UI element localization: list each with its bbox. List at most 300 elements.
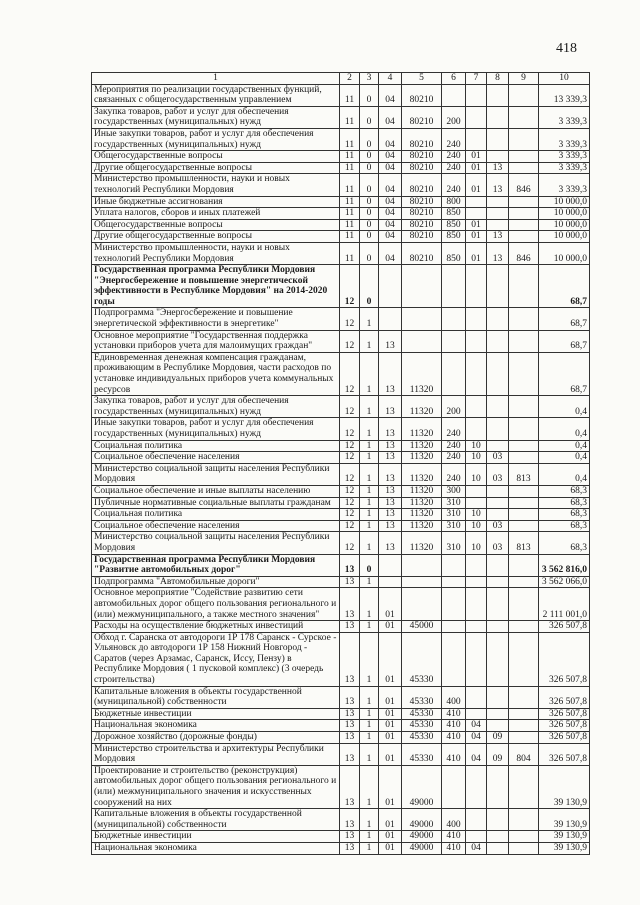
row-code-cell: 13 [340, 708, 360, 720]
row-code-cell: 01 [379, 686, 402, 708]
row-name-cell: Общегосударственные вопросы [92, 219, 340, 231]
row-amount-cell: 39 130,9 [539, 842, 590, 854]
table-row [92, 219, 590, 231]
row-code-cell: 13 [379, 520, 402, 532]
row-code-cell: 0 [360, 242, 379, 264]
row-name-cell: Капитальные вложения в объекты государственной (муниципальной) собственности [92, 809, 340, 831]
row-code-cell [509, 106, 539, 128]
row-code-cell: 846 [509, 242, 539, 264]
row-amount-cell: 39 130,9 [539, 765, 590, 808]
row-code-cell: 01 [379, 621, 402, 633]
row-code-cell: 45330 [402, 686, 442, 708]
table-row [92, 463, 590, 485]
row-code-cell [509, 308, 539, 330]
table-row [92, 485, 590, 497]
row-code-cell: 11320 [402, 396, 442, 418]
row-code-cell: 1 [360, 621, 379, 633]
row-name-cell: Министерство социальной защиты населения Республики Мордовия [92, 463, 340, 485]
row-code-cell: 0 [360, 219, 379, 231]
row-code-cell: 850 [442, 219, 466, 231]
row-code-cell: 09 [487, 732, 509, 744]
row-code-cell [442, 554, 466, 576]
row-code-cell: 410 [442, 743, 466, 765]
row-name-cell: Дорожное хозяйство (дорожные фонды) [92, 732, 340, 744]
row-code-cell [442, 588, 466, 621]
table-row [92, 452, 590, 464]
row-code-cell: 11 [340, 174, 360, 196]
row-code-cell: 01 [466, 162, 487, 174]
row-code-cell: 45330 [402, 708, 442, 720]
row-code-cell: 10 [466, 452, 487, 464]
row-code-cell [466, 497, 487, 509]
header-cell: 2 [340, 73, 360, 85]
row-amount-cell: 2 111 001,0 [539, 588, 590, 621]
row-code-cell [509, 208, 539, 220]
row-name-cell: Социальное обеспечение населения [92, 520, 340, 532]
row-code-cell: 01 [379, 720, 402, 732]
row-code-cell [442, 632, 466, 686]
row-code-cell: 0 [360, 265, 379, 308]
row-code-cell: 11 [340, 231, 360, 243]
row-code-cell: 12 [340, 418, 360, 440]
row-code-cell [466, 621, 487, 633]
row-code-cell: 1 [360, 765, 379, 808]
row-code-cell: 0 [360, 554, 379, 576]
row-code-cell: 13 [379, 485, 402, 497]
row-code-cell: 13 [487, 242, 509, 264]
row-code-cell: 04 [379, 174, 402, 196]
row-code-cell: 01 [466, 242, 487, 264]
row-code-cell [466, 265, 487, 308]
row-name-cell: Обход г. Саранска от автодороги 1Р 178 Саранск - Сурское - Ульяновск до автодороги 1Р 158 Нижний Новгород - Саратов (через Арзамас, Саранск, Исcу, Пензу) в Республике Мордовия ( 1 пусковой комплекс) (3 очередь строительства) [92, 632, 340, 686]
header-cell: 6 [442, 73, 466, 85]
row-code-cell: 1 [360, 720, 379, 732]
row-code-cell: 11320 [402, 520, 442, 532]
row-code-cell [487, 509, 509, 521]
row-amount-cell: 0,4 [539, 463, 590, 485]
row-code-cell: 04 [379, 84, 402, 106]
row-code-cell: 1 [360, 743, 379, 765]
row-code-cell: 45330 [402, 720, 442, 732]
row-amount-cell: 3 562 816,0 [539, 554, 590, 576]
row-code-cell [487, 330, 509, 352]
row-code-cell: 49000 [402, 765, 442, 808]
header-cell: 9 [509, 73, 539, 85]
row-amount-cell: 68,7 [539, 308, 590, 330]
row-code-cell [402, 576, 442, 588]
row-code-cell [509, 632, 539, 686]
row-name-cell: Закупка товаров, работ и услуг для обеспечения государственных (муниципальных) нужд [92, 396, 340, 418]
row-code-cell: 13 [340, 632, 360, 686]
row-name-cell: Основное мероприятие "Государственная поддержка установки приборов учета для малоимущих граждан" [92, 330, 340, 352]
row-code-cell: 13 [340, 720, 360, 732]
table-row [92, 732, 590, 744]
row-code-cell: 01 [379, 708, 402, 720]
row-code-cell: 240 [442, 128, 466, 150]
row-code-cell [402, 330, 442, 352]
row-name-cell: Капитальные вложения в объекты государственной (муниципальной) собственности [92, 686, 340, 708]
table-row [92, 554, 590, 576]
row-code-cell: 13 [379, 509, 402, 521]
table-row [92, 809, 590, 831]
header-cell: 10 [539, 73, 590, 85]
row-code-cell: 13 [487, 174, 509, 196]
row-code-cell: 45330 [402, 743, 442, 765]
row-code-cell [466, 765, 487, 808]
row-code-cell: 310 [442, 520, 466, 532]
row-code-cell [466, 554, 487, 576]
row-name-cell: Мероприятия по реализации государственных функций, связанных с общегосударственным управлением [92, 84, 340, 106]
row-code-cell [509, 128, 539, 150]
row-code-cell: 80210 [402, 242, 442, 264]
row-code-cell: 1 [360, 418, 379, 440]
row-code-cell: 813 [509, 532, 539, 554]
row-code-cell: 813 [509, 463, 539, 485]
row-code-cell: 11320 [402, 440, 442, 452]
row-code-cell: 80210 [402, 174, 442, 196]
table-row [92, 509, 590, 521]
row-code-cell: 11320 [402, 452, 442, 464]
row-code-cell: 11 [340, 151, 360, 163]
row-code-cell: 12 [340, 308, 360, 330]
row-code-cell: 01 [466, 219, 487, 231]
row-code-cell: 11320 [402, 497, 442, 509]
row-amount-cell: 326 507,8 [539, 720, 590, 732]
row-code-cell: 80210 [402, 208, 442, 220]
row-amount-cell: 3 339,3 [539, 162, 590, 174]
row-name-cell: Публичные нормативные социальные выплаты гражданам [92, 497, 340, 509]
row-code-cell: 13 [379, 497, 402, 509]
row-code-cell [487, 151, 509, 163]
row-code-cell: 200 [442, 396, 466, 418]
row-code-cell: 13 [379, 396, 402, 418]
row-code-cell [487, 621, 509, 633]
header-cell: 8 [487, 73, 509, 85]
row-code-cell [487, 485, 509, 497]
row-code-cell [509, 418, 539, 440]
row-code-cell [487, 588, 509, 621]
row-code-cell: 12 [340, 463, 360, 485]
row-code-cell: 1 [360, 463, 379, 485]
row-code-cell [487, 265, 509, 308]
row-code-cell [487, 720, 509, 732]
table-row [92, 106, 590, 128]
row-code-cell: 200 [442, 106, 466, 128]
row-code-cell [442, 621, 466, 633]
row-amount-cell: 10 000,0 [539, 231, 590, 243]
row-amount-cell: 0,4 [539, 396, 590, 418]
row-code-cell: 12 [340, 265, 360, 308]
row-code-cell: 80210 [402, 151, 442, 163]
row-code-cell: 12 [340, 497, 360, 509]
table-row [92, 842, 590, 854]
row-amount-cell: 13 339,3 [539, 84, 590, 106]
row-code-cell [487, 440, 509, 452]
row-code-cell [509, 809, 539, 831]
row-code-cell [466, 396, 487, 418]
row-code-cell: 80210 [402, 196, 442, 208]
row-amount-cell: 3 339,3 [539, 174, 590, 196]
table-row [92, 174, 590, 196]
row-code-cell: 10 [466, 520, 487, 532]
row-code-cell: 240 [442, 463, 466, 485]
row-code-cell: 1 [360, 520, 379, 532]
row-code-cell: 10 [466, 440, 487, 452]
table-row [92, 532, 590, 554]
header-cell: 1 [92, 73, 340, 85]
table-row [92, 588, 590, 621]
row-code-cell [509, 452, 539, 464]
row-code-cell: 12 [340, 485, 360, 497]
row-code-cell [466, 588, 487, 621]
row-code-cell: 01 [379, 588, 402, 621]
row-code-cell [487, 352, 509, 395]
row-name-cell: Бюджетные инвестиции [92, 708, 340, 720]
row-name-cell: Закупка товаров, работ и услуг для обеспечения государственных (муниципальных) нужд [92, 106, 340, 128]
row-code-cell: 09 [487, 743, 509, 765]
row-code-cell [509, 509, 539, 521]
row-code-cell: 1 [360, 485, 379, 497]
row-code-cell: 13 [340, 743, 360, 765]
row-amount-cell: 326 507,8 [539, 621, 590, 633]
row-code-cell [487, 708, 509, 720]
row-code-cell: 13 [340, 576, 360, 588]
row-code-cell [509, 842, 539, 854]
row-code-cell [379, 554, 402, 576]
row-code-cell: 310 [442, 532, 466, 554]
row-code-cell [466, 485, 487, 497]
table-row [92, 128, 590, 150]
row-code-cell: 13 [340, 621, 360, 633]
row-code-cell [487, 809, 509, 831]
row-code-cell [509, 732, 539, 744]
row-code-cell: 10 [466, 463, 487, 485]
row-code-cell: 13 [340, 732, 360, 744]
row-code-cell: 45330 [402, 632, 442, 686]
table-row [92, 576, 590, 588]
row-code-cell: 11320 [402, 352, 442, 395]
row-code-cell [466, 330, 487, 352]
table-row [92, 352, 590, 395]
row-code-cell: 80210 [402, 84, 442, 106]
row-code-cell: 240 [442, 162, 466, 174]
row-code-cell [509, 520, 539, 532]
row-code-cell [509, 686, 539, 708]
row-code-cell: 49000 [402, 831, 442, 843]
row-amount-cell: 3 562 066,0 [539, 576, 590, 588]
header-cell: 5 [402, 73, 442, 85]
row-code-cell [379, 308, 402, 330]
row-code-cell: 1 [360, 330, 379, 352]
row-code-cell: 11 [340, 208, 360, 220]
row-code-cell: 846 [509, 174, 539, 196]
row-code-cell [466, 208, 487, 220]
row-code-cell: 0 [360, 162, 379, 174]
row-code-cell: 850 [442, 231, 466, 243]
row-code-cell: 1 [360, 686, 379, 708]
table-row [92, 231, 590, 243]
row-code-cell: 410 [442, 732, 466, 744]
row-code-cell [509, 330, 539, 352]
row-amount-cell: 68,7 [539, 330, 590, 352]
row-code-cell: 13 [487, 231, 509, 243]
row-code-cell [487, 219, 509, 231]
row-code-cell [466, 632, 487, 686]
row-code-cell: 310 [442, 497, 466, 509]
table-body [92, 84, 590, 854]
row-code-cell: 80210 [402, 128, 442, 150]
row-name-cell: Расходы на осуществление бюджетных инвестиций [92, 621, 340, 633]
row-code-cell: 0 [360, 128, 379, 150]
row-amount-cell: 39 130,9 [539, 831, 590, 843]
row-name-cell: Другие общегосударственные вопросы [92, 162, 340, 174]
row-code-cell: 13 [340, 588, 360, 621]
row-code-cell: 1 [360, 576, 379, 588]
row-amount-cell: 3 339,3 [539, 128, 590, 150]
row-code-cell: 01 [379, 732, 402, 744]
row-name-cell: Подпрограмма "Энергосбережение и повышение энергетической эффективности в энергетике" [92, 308, 340, 330]
row-amount-cell: 68,7 [539, 265, 590, 308]
row-code-cell [509, 440, 539, 452]
row-code-cell: 13 [379, 532, 402, 554]
row-code-cell: 04 [379, 208, 402, 220]
row-amount-cell: 326 507,8 [539, 743, 590, 765]
row-code-cell: 410 [442, 708, 466, 720]
row-code-cell: 240 [442, 440, 466, 452]
row-code-cell: 01 [379, 831, 402, 843]
row-code-cell: 1 [360, 842, 379, 854]
row-code-cell: 410 [442, 842, 466, 854]
row-code-cell: 11 [340, 162, 360, 174]
table-row [92, 765, 590, 808]
row-code-cell: 80210 [402, 231, 442, 243]
row-code-cell: 01 [379, 743, 402, 765]
row-code-cell: 1 [360, 396, 379, 418]
row-code-cell [487, 497, 509, 509]
table-row [92, 242, 590, 264]
row-code-cell: 11 [340, 196, 360, 208]
row-code-cell [487, 208, 509, 220]
row-amount-cell: 3 339,3 [539, 151, 590, 163]
row-code-cell: 01 [379, 809, 402, 831]
row-code-cell [509, 396, 539, 418]
row-code-cell: 1 [360, 732, 379, 744]
row-code-cell: 04 [379, 231, 402, 243]
row-code-cell: 03 [487, 520, 509, 532]
table-row [92, 196, 590, 208]
row-code-cell [466, 686, 487, 708]
row-code-cell: 04 [466, 720, 487, 732]
row-amount-cell: 68,3 [539, 520, 590, 532]
row-code-cell [379, 265, 402, 308]
row-code-cell: 800 [442, 196, 466, 208]
row-amount-cell: 326 507,8 [539, 732, 590, 744]
table-row [92, 686, 590, 708]
row-code-cell [509, 621, 539, 633]
row-code-cell: 13 [379, 452, 402, 464]
row-code-cell [487, 765, 509, 808]
row-code-cell: 13 [340, 554, 360, 576]
row-code-cell [466, 308, 487, 330]
row-name-cell: Министерство промышленности, науки и новых технологий Республики Мордовия [92, 242, 340, 264]
row-name-cell: Другие общегосударственные вопросы [92, 231, 340, 243]
row-code-cell: 01 [466, 231, 487, 243]
row-code-cell [509, 497, 539, 509]
row-code-cell: 03 [487, 452, 509, 464]
row-code-cell: 80210 [402, 106, 442, 128]
row-code-cell [487, 554, 509, 576]
row-amount-cell: 326 507,8 [539, 708, 590, 720]
row-amount-cell: 10 000,0 [539, 208, 590, 220]
row-code-cell [466, 84, 487, 106]
table-row [92, 396, 590, 418]
row-name-cell: Государственная программа Республики Мордовия "Развитие автомобильных дорог" [92, 554, 340, 576]
row-code-cell: 04 [466, 842, 487, 854]
row-code-cell [509, 588, 539, 621]
row-code-cell: 13 [487, 162, 509, 174]
row-code-cell [466, 576, 487, 588]
row-code-cell: 01 [379, 842, 402, 854]
row-code-cell: 300 [442, 485, 466, 497]
row-name-cell: Социальная политика [92, 509, 340, 521]
row-name-cell: Иные закупки товаров, работ и услуг для обеспечения государственных (муниципальных) нужд [92, 418, 340, 440]
row-code-cell [466, 831, 487, 843]
row-code-cell: 13 [379, 352, 402, 395]
row-code-cell [442, 330, 466, 352]
row-code-cell: 04 [466, 732, 487, 744]
row-code-cell: 04 [379, 196, 402, 208]
row-amount-cell: 3 339,3 [539, 106, 590, 128]
row-code-cell [487, 831, 509, 843]
row-code-cell: 12 [340, 509, 360, 521]
row-code-cell: 1 [360, 632, 379, 686]
row-code-cell: 1 [360, 352, 379, 395]
row-code-cell [509, 196, 539, 208]
row-code-cell [487, 308, 509, 330]
row-code-cell [402, 588, 442, 621]
row-code-cell: 400 [442, 686, 466, 708]
row-code-cell: 1 [360, 831, 379, 843]
row-amount-cell: 326 507,8 [539, 686, 590, 708]
row-amount-cell: 39 130,9 [539, 809, 590, 831]
row-code-cell: 13 [340, 686, 360, 708]
row-code-cell: 80210 [402, 219, 442, 231]
row-amount-cell: 326 507,8 [539, 632, 590, 686]
row-code-cell: 11 [340, 128, 360, 150]
row-code-cell [509, 765, 539, 808]
table-row [92, 632, 590, 686]
row-code-cell [487, 632, 509, 686]
row-code-cell [487, 196, 509, 208]
row-code-cell [466, 128, 487, 150]
row-code-cell: 0 [360, 196, 379, 208]
table-row [92, 720, 590, 732]
row-code-cell: 13 [340, 809, 360, 831]
row-amount-cell: 0,4 [539, 440, 590, 452]
row-code-cell: 12 [340, 532, 360, 554]
row-amount-cell: 68,3 [539, 497, 590, 509]
row-name-cell: Национальная экономика [92, 720, 340, 732]
row-code-cell [466, 809, 487, 831]
row-code-cell: 49000 [402, 809, 442, 831]
row-name-cell: Бюджетные инвестиции [92, 831, 340, 843]
row-amount-cell: 10 000,0 [539, 219, 590, 231]
table-row [92, 743, 590, 765]
row-code-cell: 0 [360, 208, 379, 220]
row-amount-cell: 10 000,0 [539, 242, 590, 264]
row-code-cell: 13 [340, 831, 360, 843]
row-code-cell [509, 485, 539, 497]
